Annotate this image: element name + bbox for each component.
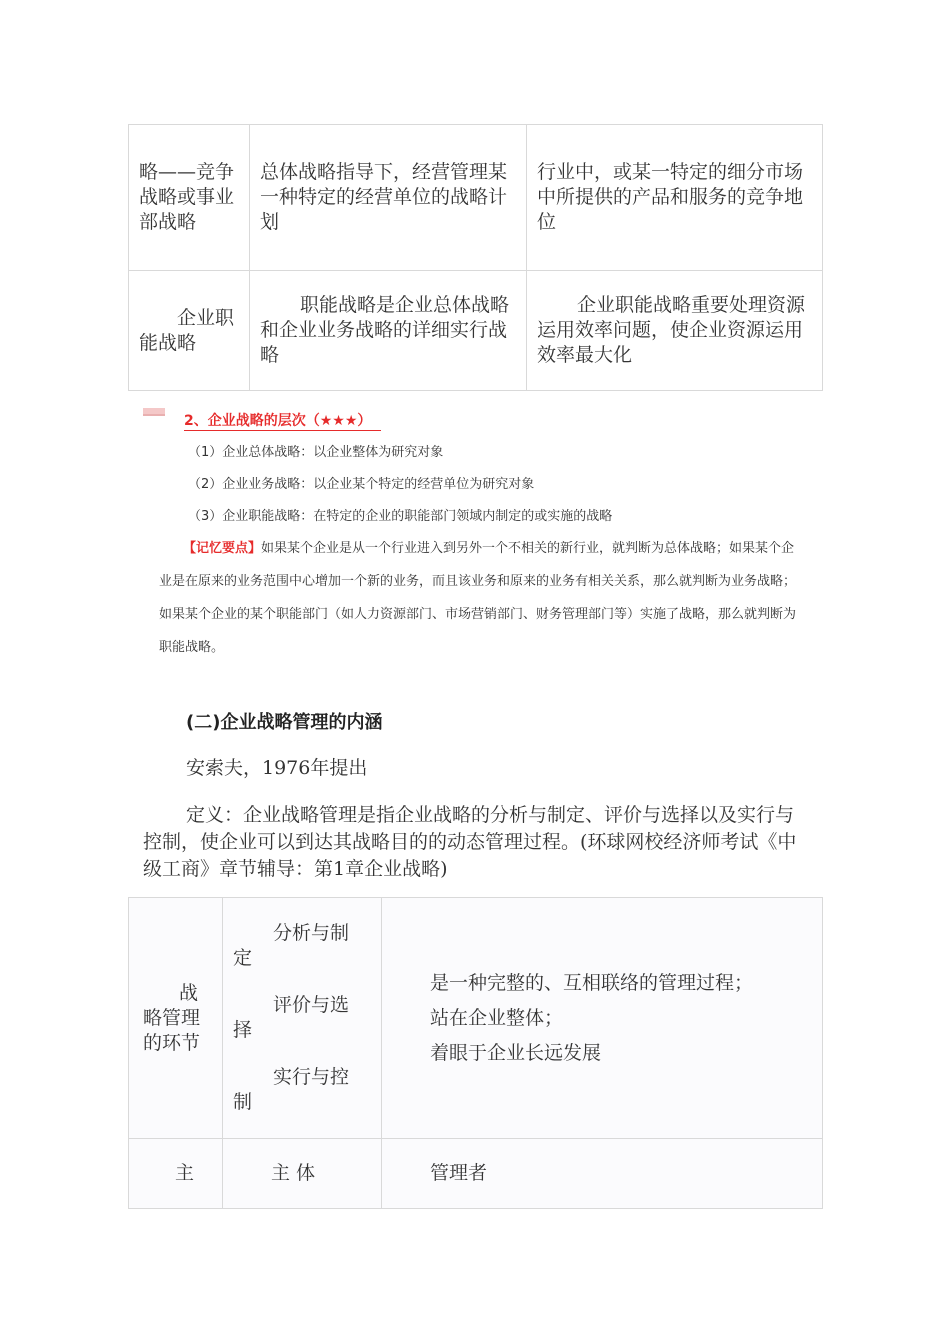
title-underline [184, 430, 381, 431]
cell-text: 总体战略指导下，经营管理某一种特定的经营单位的战略计划 [260, 161, 508, 233]
table-cell [382, 898, 823, 1139]
table-cell [223, 898, 382, 1139]
cell-text: 行业中，或某一特定的细分市场中所提供的产品和服务的竞争地位 [537, 161, 804, 233]
definition-paragraph [143, 802, 803, 883]
section-heading: (二)企业战略管理的内涵 [186, 712, 383, 733]
feature-line: 是一种完整的、互相联络的管理过程； [430, 971, 754, 994]
section-title-text: 2、企业战略的层次（★★★） [184, 413, 372, 429]
memo-paragraph [159, 532, 799, 664]
list-item: （3）企业职能战略：在特定的企业的职能部门领域内制定的或实施的战略 [188, 509, 613, 524]
stage-line: 制 [233, 1091, 253, 1113]
paragraph: 安索夫，1976年提出 [186, 757, 368, 779]
table-row [129, 125, 823, 271]
stage-line: 择 [233, 1019, 253, 1041]
table-row [129, 898, 823, 1139]
stage-line: 定 [233, 947, 253, 969]
table-cell [250, 125, 527, 271]
table-cell [382, 1139, 823, 1209]
cell-text: 企业职能战略重要处理资源运用效率问题，使企业资源运用效率最大化 [537, 294, 806, 366]
list-item: （1）企业总体战略：以企业整体为研究对象 [188, 445, 444, 460]
cell-text: 企业职能战略 [139, 306, 235, 354]
stage-line: 实行与控 [273, 1066, 350, 1088]
memo-text: 如果某个企业是从一个行业进入到另外一个不相关的新行业，就判断为总体战略；如果某个企业是在原来的业务范围中心增加一个新的业务，而且该业务和原来的业务有相关关系，那么就判断为业务战略；如果某个企业的某个职能部门（如人力资源部门、市场营销部门、财务管理部门等）实施了战略，那么就判断为职能战略。 [159, 541, 797, 655]
cell-text: 管理者 [430, 1162, 488, 1184]
table-cell [527, 271, 823, 391]
feature-line: 站在企业整体； [430, 1006, 564, 1029]
table-cell [129, 271, 250, 391]
memo-tag: 【记忆要点】 [183, 541, 262, 556]
table-cell [129, 898, 223, 1139]
list-item: （2）企业业务战略：以企业某个特定的经营单位为研究对象 [188, 477, 535, 492]
strategy-levels-table [128, 124, 823, 391]
feature-line: 着眼于企业长远发展 [430, 1041, 602, 1064]
table-cell [250, 271, 527, 391]
stage-line: 分析与制 [273, 922, 350, 944]
management-table [128, 897, 823, 1209]
stage-list [233, 921, 371, 1115]
section-marker-icon [143, 408, 165, 414]
cell-text: 主 体 [271, 1162, 316, 1184]
definition-text: 定义：企业战略管理是指企业战略的分析与制定、评价与选择以及实行与控制，使企业可以到达其战略目的的动态管理过程。(环球网校经济师考试《中级工商》章节辅导：第1章企业战略) [143, 804, 797, 880]
cell-text: 职能战略是企业总体战略和企业业务战略的详细实行战略 [260, 294, 510, 366]
table-row [129, 1139, 823, 1209]
table-cell [223, 1139, 382, 1209]
cell-text: 主 [174, 1162, 194, 1184]
table-cell [129, 125, 250, 271]
cell-text: 战略管理的环节 [143, 981, 201, 1054]
cell-text: 略——竞争战略或事业部战略 [139, 161, 235, 233]
table-cell [129, 1139, 223, 1209]
stage-line: 评价与选 [273, 994, 350, 1016]
table-row [129, 271, 823, 391]
table-cell [527, 125, 823, 271]
section-title [184, 410, 371, 430]
